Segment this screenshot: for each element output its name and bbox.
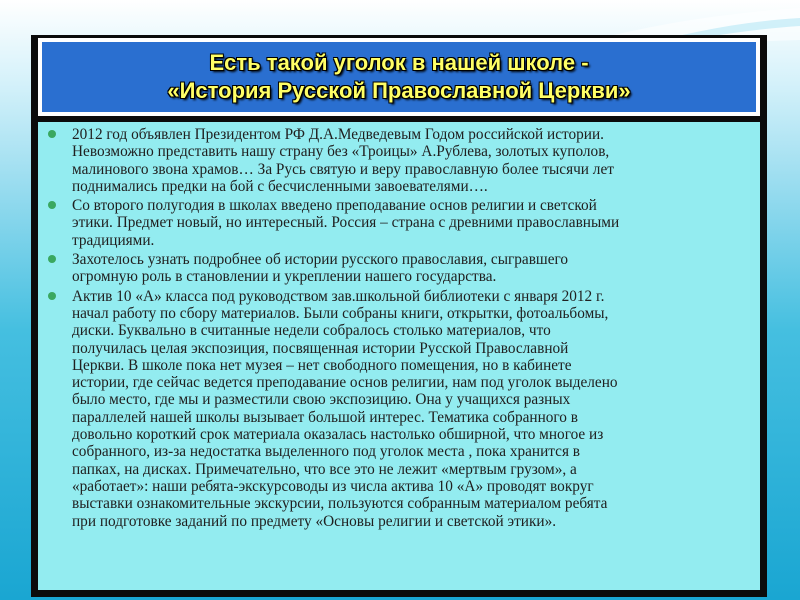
paragraph-line: истории, где сейчас ведется преподавание основ религии, нам под уголок выделено (72, 374, 618, 392)
bullet-dot-icon (48, 255, 56, 263)
paragraph-line: при подготовке заданий по предмету «Основы религии и светской этики». (72, 512, 557, 530)
bullet-paragraph (72, 197, 750, 249)
paragraph-line: «работает»: наши ребята-экскурсоводы из числа актива 10 «А» проводят вокруг (72, 477, 594, 495)
slide-content-panel (38, 122, 760, 590)
paragraph-line: Невозможно представить нашу страну без «Троицы» А.Рублева, золотых куполов, (72, 143, 610, 161)
paragraph-line: довольно короткий срок материала оказалась настолько обширной, что многое из (72, 426, 604, 444)
paragraph-line: поднимались предки на бой с бесчисленными завоевателями…. (72, 177, 488, 195)
bullet-paragraph (72, 251, 750, 286)
slide-title-banner (38, 38, 760, 116)
bullet-paragraph (72, 126, 750, 195)
paragraph-line: малинового звона храмов… За Русь святую и веру православную более тысячи лет (72, 160, 614, 178)
bullet-dot-icon (48, 201, 56, 209)
paragraph-line: начал работу по сбору материалов. Были собраны книги, открытки, фотоальбомы, (72, 304, 609, 322)
slide-title-line-2: «История Русской Православной Церкви» (167, 78, 631, 103)
paragraph-line: папках, на дисках. Примечательно, что все это не лежит «мертвым грузом», а (72, 460, 577, 478)
paragraph-line: собранного, из-за недостатка выделенного под уголок места , пока хранится в (72, 443, 581, 461)
bullet-paragraph (72, 288, 750, 530)
bullet-list (38, 122, 760, 530)
paragraph-line: Со второго полугодия в школах введено преподавание основ религии и светской (72, 197, 597, 215)
paragraph-line: диски. Буквально в считанные недели собралось столько материалов, что (72, 322, 551, 340)
bullet-dot-icon (48, 292, 56, 300)
paragraph-line: Актив 10 «А» класса под руководством зав.школьной библиотеки с января 2012 г. (72, 287, 605, 305)
paragraph-line: огромную роль в становлении и укреплении нашего государства. (72, 268, 497, 286)
paragraph-line: получилась целая экспозиция, посвященная истории Русской Православной (72, 339, 569, 357)
slide-title-line-1: Есть такой уголок в нашей школе - (209, 50, 589, 75)
bullet-dot-icon (48, 130, 56, 138)
paragraph-line: Захотелось узнать подробнее об истории русского православия, сыгравшего (72, 251, 569, 269)
paragraph-line: этики. Предмет новый, но интересный. Россия – страна с древними православными (72, 214, 620, 232)
paragraph-line: 2012 год объявлен Президентом РФ Д.А.Медведевым Годом российской истории. (72, 126, 604, 143)
paragraph-line: было место, где мы и разместили свою экспозицию. Она у учащихся разных (72, 391, 571, 409)
paragraph-line: выставки ознакомительные экскурсии, пользуются собранным материалом ребята (72, 495, 608, 513)
paragraph-line: параллелей нашей школы вызывает большой интерес. Тематика собранного в (72, 408, 578, 426)
paragraph-line: традициями. (72, 231, 155, 249)
paragraph-line: Церкви. В школе пока нет музея – нет свободного помещения, но в кабинете (72, 356, 572, 374)
